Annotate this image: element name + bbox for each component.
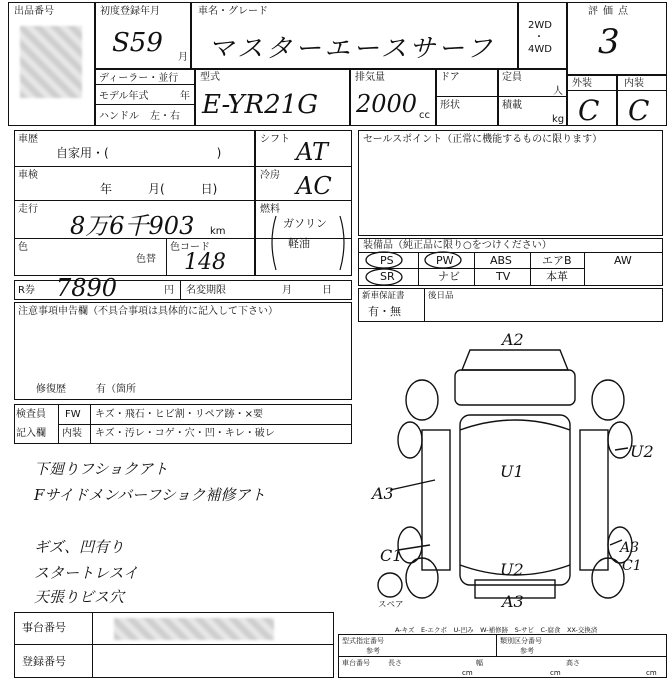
exterior-label: 外装: [572, 78, 592, 89]
fuel-diesel: 軽油: [288, 237, 310, 250]
drive-2wd: 2WD: [528, 20, 552, 31]
category-label: 類別区分番号: [500, 637, 542, 645]
equip-tv: TV: [496, 270, 511, 283]
sales-section: [358, 130, 663, 236]
equip-pw: PW: [436, 254, 454, 267]
hand-note-1: 下廻りフショクアト: [34, 460, 169, 478]
type-label: 型式: [200, 72, 220, 83]
fw-items: キズ・飛石・ヒビ割・リペア跡・×要: [95, 409, 263, 420]
load-label: 積載: [502, 100, 522, 111]
int-items: キズ・汚レ・コゲ・穴・凹・キレ・破レ: [95, 428, 275, 439]
km-unit: km: [210, 226, 226, 237]
cc-unit: cc: [419, 110, 430, 121]
lot-number-redacted: [20, 26, 82, 98]
score-label: 評価点: [588, 6, 633, 17]
equip-title: 装備品（純正品に限り○をつけください）: [363, 240, 552, 251]
mark-c1-right: C1: [622, 558, 642, 574]
lot-label: 出品番号: [14, 6, 54, 17]
capacity-label: 定員: [502, 72, 522, 83]
type-value: E-YR21G: [202, 90, 318, 120]
manual-value: 有・無: [368, 305, 401, 318]
serial-label: 車台番号: [342, 659, 370, 667]
width-unit: cm: [550, 669, 561, 677]
mileage-label: 走行: [18, 204, 38, 215]
name-change-label: 名変期限: [186, 285, 226, 296]
hand-note-2: Fサイドメンバーフショク補修アト: [34, 486, 266, 504]
later-label: 後日品: [428, 291, 454, 301]
inspector-label: 検査員: [16, 409, 46, 420]
ac-value: AC: [296, 172, 332, 200]
notes-title: 注意事項申告欄（不具合事項は具体的に記入して下さい）: [18, 306, 278, 317]
mark-u2-right: U2: [630, 442, 654, 461]
width-label: 幅: [476, 659, 483, 667]
equip-leather: 本革: [546, 270, 568, 283]
person-unit: 人: [553, 86, 563, 97]
handle-value: 左・右: [150, 111, 180, 122]
hand-note-5: 天張りビス穴: [34, 588, 125, 606]
color-label: 色: [18, 242, 28, 253]
recycle-value: 7890: [56, 274, 118, 302]
shift-label: シフト: [260, 134, 290, 145]
exterior-value: C: [578, 94, 600, 127]
history-label: 車歴: [18, 134, 38, 145]
repair-value: 有（箇所: [96, 384, 136, 395]
equip-navi: ナビ: [438, 270, 460, 283]
equip-circle-icons: [358, 238, 478, 288]
displacement-label: 排気量: [355, 72, 385, 83]
kg-unit: kg: [552, 114, 565, 125]
category-ref-label: 参考: [520, 647, 534, 655]
mark-u2: U2: [500, 560, 524, 579]
equip-aw: AW: [614, 254, 632, 267]
equip-airbag: エアB: [542, 254, 572, 267]
repaint-label: 色替: [136, 254, 156, 265]
mark-a2: A2: [502, 330, 524, 349]
mark-c1-left: C1: [380, 546, 403, 565]
fw-label: FW: [65, 409, 81, 420]
year-unit: 年: [180, 91, 190, 102]
score-value: 3: [598, 22, 620, 62]
sales-title: セールスポイント（正常に機能するものに限ります）: [363, 134, 603, 145]
mark-a3-right: A3: [620, 540, 640, 556]
name-grade-value: マスターエースサーフ: [208, 34, 495, 64]
accident-number-redacted: [114, 618, 274, 640]
displacement-value: 2000: [356, 90, 418, 118]
shape-label: 形状: [440, 100, 460, 111]
height-label: 高さ: [566, 659, 580, 667]
yen-unit: 円: [164, 285, 174, 296]
dealer-label: ディーラー・並行: [99, 73, 179, 84]
hand-note-4: スタートレスイ: [34, 564, 139, 582]
interior-value: C: [628, 94, 650, 127]
interior-label: 内装: [624, 78, 644, 89]
height-unit: cm: [646, 669, 657, 677]
mark-a3-left: A3: [372, 484, 394, 503]
fuel-bracket-icon: [268, 214, 348, 274]
length-unit: cm: [462, 669, 473, 677]
length-label: 長さ: [388, 659, 402, 667]
color-code-label: 色コード: [170, 242, 210, 253]
name-change-value: 月 日: [282, 285, 332, 296]
equip-ps: PS: [380, 254, 394, 267]
month-unit: 月: [178, 52, 188, 63]
writer-label: 記入欄: [16, 428, 46, 439]
type-designation-label: 型式指定番号: [342, 637, 384, 645]
type-ref-label: 参考: [366, 647, 380, 655]
manual-label: 新車保証書: [362, 291, 405, 301]
mark-a3-bottom: A3: [502, 592, 524, 611]
equip-abs: ABS: [490, 254, 512, 267]
accident-label: 事台番号: [22, 621, 66, 634]
mark-u1: U1: [500, 462, 524, 481]
legend: A-キズ E-エクボ U-凹み W-補修跡 S-サビ C-腐食 XX-交換済: [395, 626, 598, 634]
drive-4wd: 4WD: [528, 44, 552, 55]
first-reg-value: S59: [112, 28, 163, 58]
handle-label: ハンドル: [99, 111, 139, 122]
fuel-label: 燃料: [260, 204, 280, 215]
model-year-label: モデル年式: [99, 91, 149, 102]
drive-dot: ・: [534, 32, 544, 43]
first-reg-label: 初度登録年月: [100, 6, 160, 17]
spare-label: スペア: [378, 600, 404, 610]
reg-label: 登録番号: [22, 655, 66, 668]
door-label: ドア: [440, 72, 460, 83]
ac-label: 冷房: [260, 170, 280, 181]
repair-label: 修復歴: [36, 384, 66, 395]
inspection-value: 年 月( 日): [100, 182, 218, 196]
shift-value: AT: [296, 138, 329, 166]
color-code-value: 148: [184, 250, 226, 275]
fuel-gasoline: ガソリン: [283, 217, 327, 230]
equip-sr: SR: [380, 270, 395, 283]
recycle-label: R券: [18, 285, 35, 296]
int-label: 内装: [62, 428, 82, 439]
hand-note-3: ギズ、凹有り: [34, 538, 125, 556]
mileage-value: 8万6千903: [70, 212, 195, 240]
name-grade-label: 車名・グレード: [198, 6, 268, 17]
inspection-label: 車検: [18, 170, 38, 181]
history-value: 自家用・( ): [56, 146, 222, 160]
